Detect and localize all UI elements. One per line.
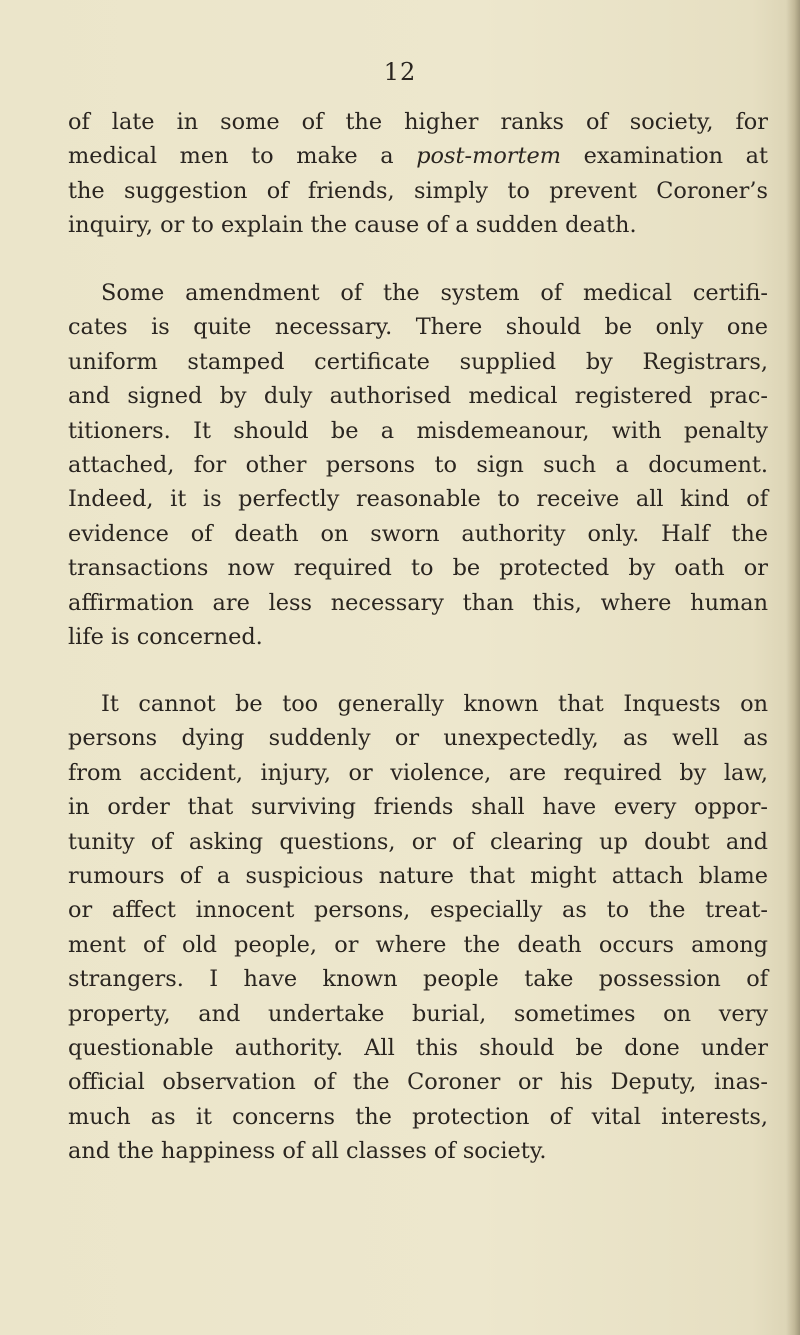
page-edge-shadow <box>786 0 800 1335</box>
text-line: It cannot be too generally known that Inquests on <box>101 691 768 717</box>
text-line: evidence of death on sworn authority only. Half the <box>68 520 768 547</box>
text-line: the suggestion of friends, simply to prevent Coroner’s <box>68 177 768 204</box>
text-line: property, and undertake burial, sometimes on very <box>68 1000 768 1027</box>
text-line: titioners. It should be a misdemeanour, with penalty <box>68 417 768 444</box>
text-line: questionable authority. All this should be done under <box>68 1034 768 1061</box>
text-line: Indeed, it is perfectly reasonable to receive all kind of <box>68 486 768 513</box>
text-line: or affect innocent persons, especially as to the treat- <box>68 897 768 924</box>
text-line: persons dying suddenly or unexpectedly, as well as <box>68 725 768 752</box>
text-line: attached, for other persons to sign such a document. <box>68 451 768 478</box>
text-line: of late in some of the higher ranks of society, for <box>68 109 768 135</box>
text-line: official observation of the Coroner or his Deputy, inas- <box>68 1069 768 1096</box>
text-line: ment of old people, or where the death occurs among <box>68 931 768 958</box>
text-line: tunity of asking questions, or of clearing up doubt and <box>68 828 768 855</box>
text-line: medical men to make a post-mortem examination at <box>68 143 769 170</box>
text-line: rumours of a suspicious nature that might attach blame <box>68 862 768 889</box>
text-line: and signed by duly authorised medical registered prac- <box>68 383 768 410</box>
paragraph-1 <box>68 105 768 243</box>
paragraph-2 <box>68 276 768 654</box>
text-line: life is concerned. <box>68 623 263 650</box>
text-line: Some amendment of the system of medical certifi- <box>101 280 768 306</box>
text-line: transactions now required to be protected by oath or <box>68 555 768 582</box>
text-line: inquiry, or to explain the cause of a sudden death. <box>68 212 637 239</box>
paragraph-3 <box>68 687 768 1168</box>
text-line: from accident, injury, or violence, are required by law, <box>68 759 768 786</box>
text-line: uniform stamped certificate supplied by Registrars, <box>68 348 768 375</box>
text-line: much as it concerns the protection of vital interests, <box>68 1103 768 1130</box>
italic-term: post-mortem <box>416 143 561 170</box>
text-line: in order that surviving friends shall have every oppor- <box>68 794 768 821</box>
text-line: strangers. I have known people take possession of <box>68 966 768 993</box>
text-line: and the happiness of all classes of society. <box>68 1138 547 1165</box>
text-line: cates is quite necessary. There should be only one <box>68 314 768 341</box>
page-number: 12 <box>383 58 417 86</box>
text-line: affirmation are less necessary than this, where human <box>68 589 768 616</box>
